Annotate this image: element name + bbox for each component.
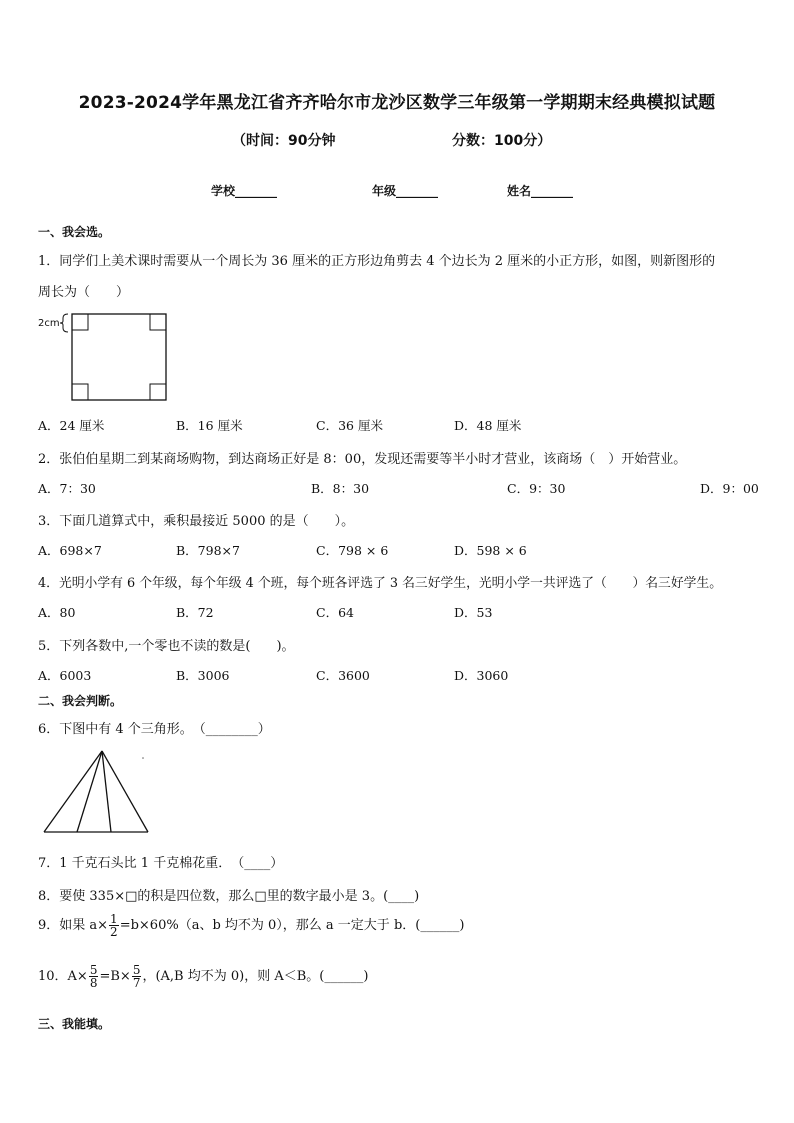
q3-option-a: A．698×7 — [38, 543, 102, 558]
q3-option-d: D．598 × 6 — [454, 543, 527, 558]
q2-option-d: D．9：00 — [700, 481, 759, 496]
q2-option-a: A．7：30 — [38, 481, 96, 496]
square-figure — [58, 310, 170, 402]
q5-option-d: D．3060 — [454, 668, 509, 683]
q10-frac1-numerator: 5 — [89, 963, 98, 977]
q10-fraction-1 — [89, 964, 99, 989]
question-8: 8．要使 335×□的积是四位数，那么□里的数字最小是 3。(____) — [38, 889, 420, 904]
grade-field: 年级_______ — [372, 184, 439, 198]
q3-option-c: C．798 × 6 — [316, 543, 389, 558]
q2-option-b: B．8：30 — [311, 481, 370, 496]
q3-option-b: B．798×7 — [176, 543, 240, 558]
question-10 — [38, 964, 368, 989]
question-1-line1: 1．同学们上美术课时需要从一个周长为 36 厘米的正方形边角剪去 4 个边长为 2 厘米的小正方形，如图，则新图形的 — [38, 254, 716, 269]
question-9 — [38, 913, 464, 938]
question-7: 7．1 千克石头比 1 千克棉花重． （____） — [38, 856, 284, 871]
time-label: （时间：90分钟 — [232, 133, 336, 149]
q4-option-d: D．53 — [454, 605, 493, 620]
q10-frac2-numerator: 5 — [132, 963, 141, 977]
q10-frac1-denominator: 8 — [89, 976, 98, 990]
score-label: 分数：100分） — [452, 133, 552, 149]
section-3-heading: 三、我能填。 — [38, 1017, 111, 1031]
q10-fraction-2 — [132, 964, 142, 989]
q5-option-b: B．3006 — [176, 668, 230, 683]
q9-prefix: 9．如果 a× — [38, 918, 109, 933]
q1-option-d: D．48 厘米 — [454, 418, 522, 433]
section-1-heading: 一、我会选。 — [38, 225, 111, 239]
question-3: 3．下面几道算式中，乘积最接近 5000 的是（ ）。 — [38, 514, 355, 529]
question-6: 6．下图中有 4 个三角形。 （________） — [38, 722, 271, 737]
question-5: 5．下列各数中,一个零也不读的数是( )。 — [38, 639, 295, 654]
section-2-heading: 二、我会判断。 — [38, 694, 123, 708]
q4-option-a: A．80 — [38, 605, 76, 620]
q9-frac-denominator: 2 — [110, 925, 118, 939]
question-2: 2．张伯伯星期二到某商场购物，到达商场正好是 8：00，发现还需要等半小时才营业，该商场（ ）开始营业。 — [38, 452, 687, 467]
triangle-figure — [40, 748, 152, 836]
q9-frac-numerator: 1 — [110, 912, 118, 926]
q1-option-b: B．16 厘米 — [176, 418, 243, 433]
q5-option-a: A．6003 — [38, 668, 92, 683]
q10-mid: =B× — [99, 969, 131, 984]
school-field: 学校_______ — [211, 184, 278, 198]
q4-option-b: B．72 — [176, 605, 214, 620]
question-4: 4．光明小学有 6 个年级，每个年级 4 个班，每个班各评选了 3 名三好学生，光明小学一共评选了（ ）名三好学生。 — [38, 576, 723, 591]
q4-option-c: C．64 — [316, 605, 354, 620]
q1-option-c: C．36 厘米 — [316, 418, 383, 433]
q2-option-c: C．9：30 — [507, 481, 566, 496]
q9-suffix: =b×60%（a、b 均不为 0），那么 a 一定大于 b．(______) — [119, 918, 465, 933]
q5-option-c: C．3600 — [316, 668, 370, 683]
q9-fraction — [109, 913, 119, 938]
figure-size-label: 2cm — [38, 318, 60, 329]
question-1-line2: 周长为（ ） — [38, 285, 130, 300]
q10-suffix: ，(A,B 均不为 0)，则 A＜B。(______) — [142, 969, 369, 984]
q10-frac2-denominator: 7 — [132, 976, 141, 990]
q1-option-a: A．24 厘米 — [38, 418, 105, 433]
name-field: 姓名_______ — [507, 184, 574, 198]
page-title: 2023-2024学年黑龙江省齐齐哈尔市龙沙区数学三年级第一学期期末经典模拟试题 — [78, 93, 716, 113]
q10-prefix: 10．A× — [38, 969, 88, 984]
